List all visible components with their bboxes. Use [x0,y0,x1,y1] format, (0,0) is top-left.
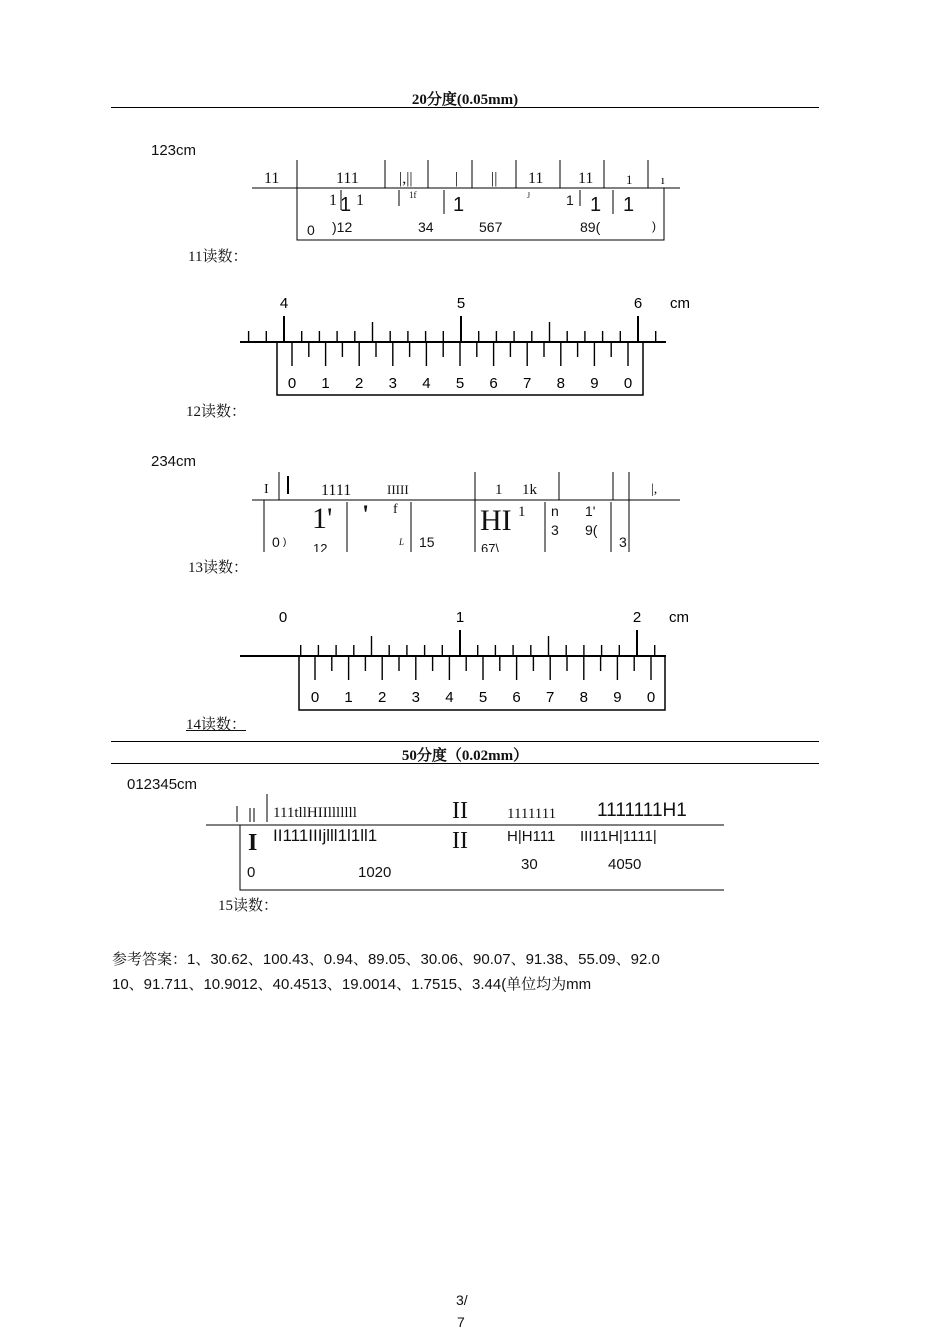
item13-main-mark: 1111 [321,482,352,499]
item13-vernier-mark: 9( [585,522,598,538]
item11-vernier-mark: J [527,191,531,200]
item13-main-mark: |, [651,482,658,497]
main-scale-number: 5 [456,295,466,312]
item11-vernier-num: )12 [332,219,353,235]
item13-vernier-mark: 15 [419,534,435,550]
item11-vernier-mark: 1 [453,194,465,216]
item13-vernier-mark: 0 [272,534,280,550]
item11-vernier-mark: 1 [356,192,364,209]
item15-vernier-num: 0 [247,864,256,881]
item13-vernier-mark: L [399,537,405,547]
vernier-number: 6 [512,689,521,706]
vernier-number: 3 [388,375,397,392]
vernier-number: 9 [590,375,599,392]
item11-main-mark: 1 [626,172,633,187]
vernier-number: 0 [623,375,633,392]
item11-vernier-mark: 1 [340,194,352,216]
vernier-number: 2 [355,375,364,392]
item11-main-mark: 11 [264,170,280,187]
item11-main-mark: 111 [336,170,359,187]
item11-main-mark: | [455,170,459,187]
item14-reading-label: 14读数： [186,717,247,733]
item11-unit-text: 123cm [151,142,197,159]
vernier-number: 8 [556,375,565,392]
item13-vernier-mark: 67\ [481,541,500,552]
item13-vernier-mark: 1' [585,503,596,519]
item11-main-mark: 11 [578,170,594,187]
page-number-bottom: 7 [457,1314,465,1330]
unit-label: cm [670,295,690,312]
item11-main-mark: ı [661,172,665,187]
item15-vernier-mark: III11H|1111| [580,828,657,845]
item15-vernier-num: 30 [521,856,538,873]
main-scale-number: 1 [455,609,465,626]
item11-vernier-mark: 1 [623,194,635,216]
vernier-number: 5 [455,375,465,392]
item11-vernier-num: 0 [307,222,315,238]
vernier-number: 2 [378,689,387,706]
item13-main-mark: 1k [522,482,537,498]
item11-vernier-num: 34 [418,219,434,235]
vernier-number: 1 [344,689,353,706]
item11-main-mark: |,|| [399,170,413,187]
answer-line-2: 10、91.711、10.9012、40.4513、19.0014、1.7515、3.44(单位均为mm [112,976,592,993]
item15-vernier-mark: H|H111 [507,828,556,845]
item13-main-mark: IIIII [387,482,409,497]
vernier-number: 4 [445,689,454,706]
item13-vernier-mark: 3 [551,522,559,538]
vernier-number: 4 [422,375,431,392]
item15-vernier-mark: II111IIIjlll1l1ll1 [273,826,378,845]
item11-vernier-mark: 1 [329,192,337,209]
answer-line-1: 参考答案：1、30.62、100.43、0.94、89.05、30.06、90.07、91.38、55.09、92.0 [112,951,660,968]
item13-vernier-mark: 3 [619,534,627,550]
item13-vernier-mark: HI [480,504,512,537]
item15-main-mark: 111tllHIIlllllll [273,805,357,821]
item15-main-mark: 1111111 [507,806,557,822]
main-scale-number: 0 [278,609,288,626]
vernier-number: 7 [523,375,532,392]
item13-vernier-mark: f [393,502,398,517]
vernier-number: 5 [478,689,488,706]
item13-vernier-mark: ' [362,500,370,529]
item11-vernier-mark: 1 [566,192,574,208]
item13-vernier-mark: ) [283,537,287,548]
vernier-number: 3 [411,689,420,706]
item15-vernier-num: 1020 [358,864,392,881]
vernier-number: 0 [287,375,297,392]
item11-vernier-mark: 1f [409,190,417,200]
item15-vernier-num: 4050 [608,856,642,873]
item13-main-mark: 1 [495,482,503,498]
section2-title: 50分度（0.02mm） [401,748,529,764]
vernier-number: 0 [310,689,320,706]
item15-main-mark: II [452,798,468,824]
main-scale-number: 6 [633,295,643,312]
unit-label: cm [669,609,689,626]
item13-vernier-mark: 1 [518,504,526,520]
item13-reading-label: 13读数： [188,560,249,576]
item15-unit-text: 012345cm [127,776,198,793]
section1-title: 20分度(0.05mm) [411,92,519,108]
item11-vernier-num: 567 [479,219,503,235]
item11-vernier-mark: 1 [590,194,602,216]
vernier-number: 8 [579,689,588,706]
vernier-number: 9 [613,689,622,706]
vernier-number: 0 [646,689,656,706]
main-scale-number: 2 [632,609,642,626]
item13-vernier-mark: 12 [313,541,328,552]
item11-main-mark: 11 [528,170,544,187]
main-scale-number: 4 [279,295,289,312]
vernier-number: 1 [321,375,330,392]
item15-vernier-mark: I [248,830,258,856]
item11-vernier-num: ) [652,219,656,233]
page-number-top: 3/ [456,1292,468,1308]
item15-reading-label: 15读数： [218,898,279,914]
item11-vernier-num: 89( [580,219,601,235]
item13-unit-text: 234cm [151,453,197,470]
item15-main-mark: 1111111H1 [597,800,687,821]
item13-main-mark: I [264,482,269,497]
item11-main-mark: || [491,170,498,187]
item11-reading-label: 11读数： [188,249,248,265]
item12-reading-label: 12读数： [186,404,247,420]
vernier-number: 6 [489,375,498,392]
item13-vernier-mark: n [551,503,559,519]
item13-vernier-mark: 1' [312,502,333,535]
item15-vernier-mark: II [452,828,468,854]
vernier-number: 7 [546,689,555,706]
